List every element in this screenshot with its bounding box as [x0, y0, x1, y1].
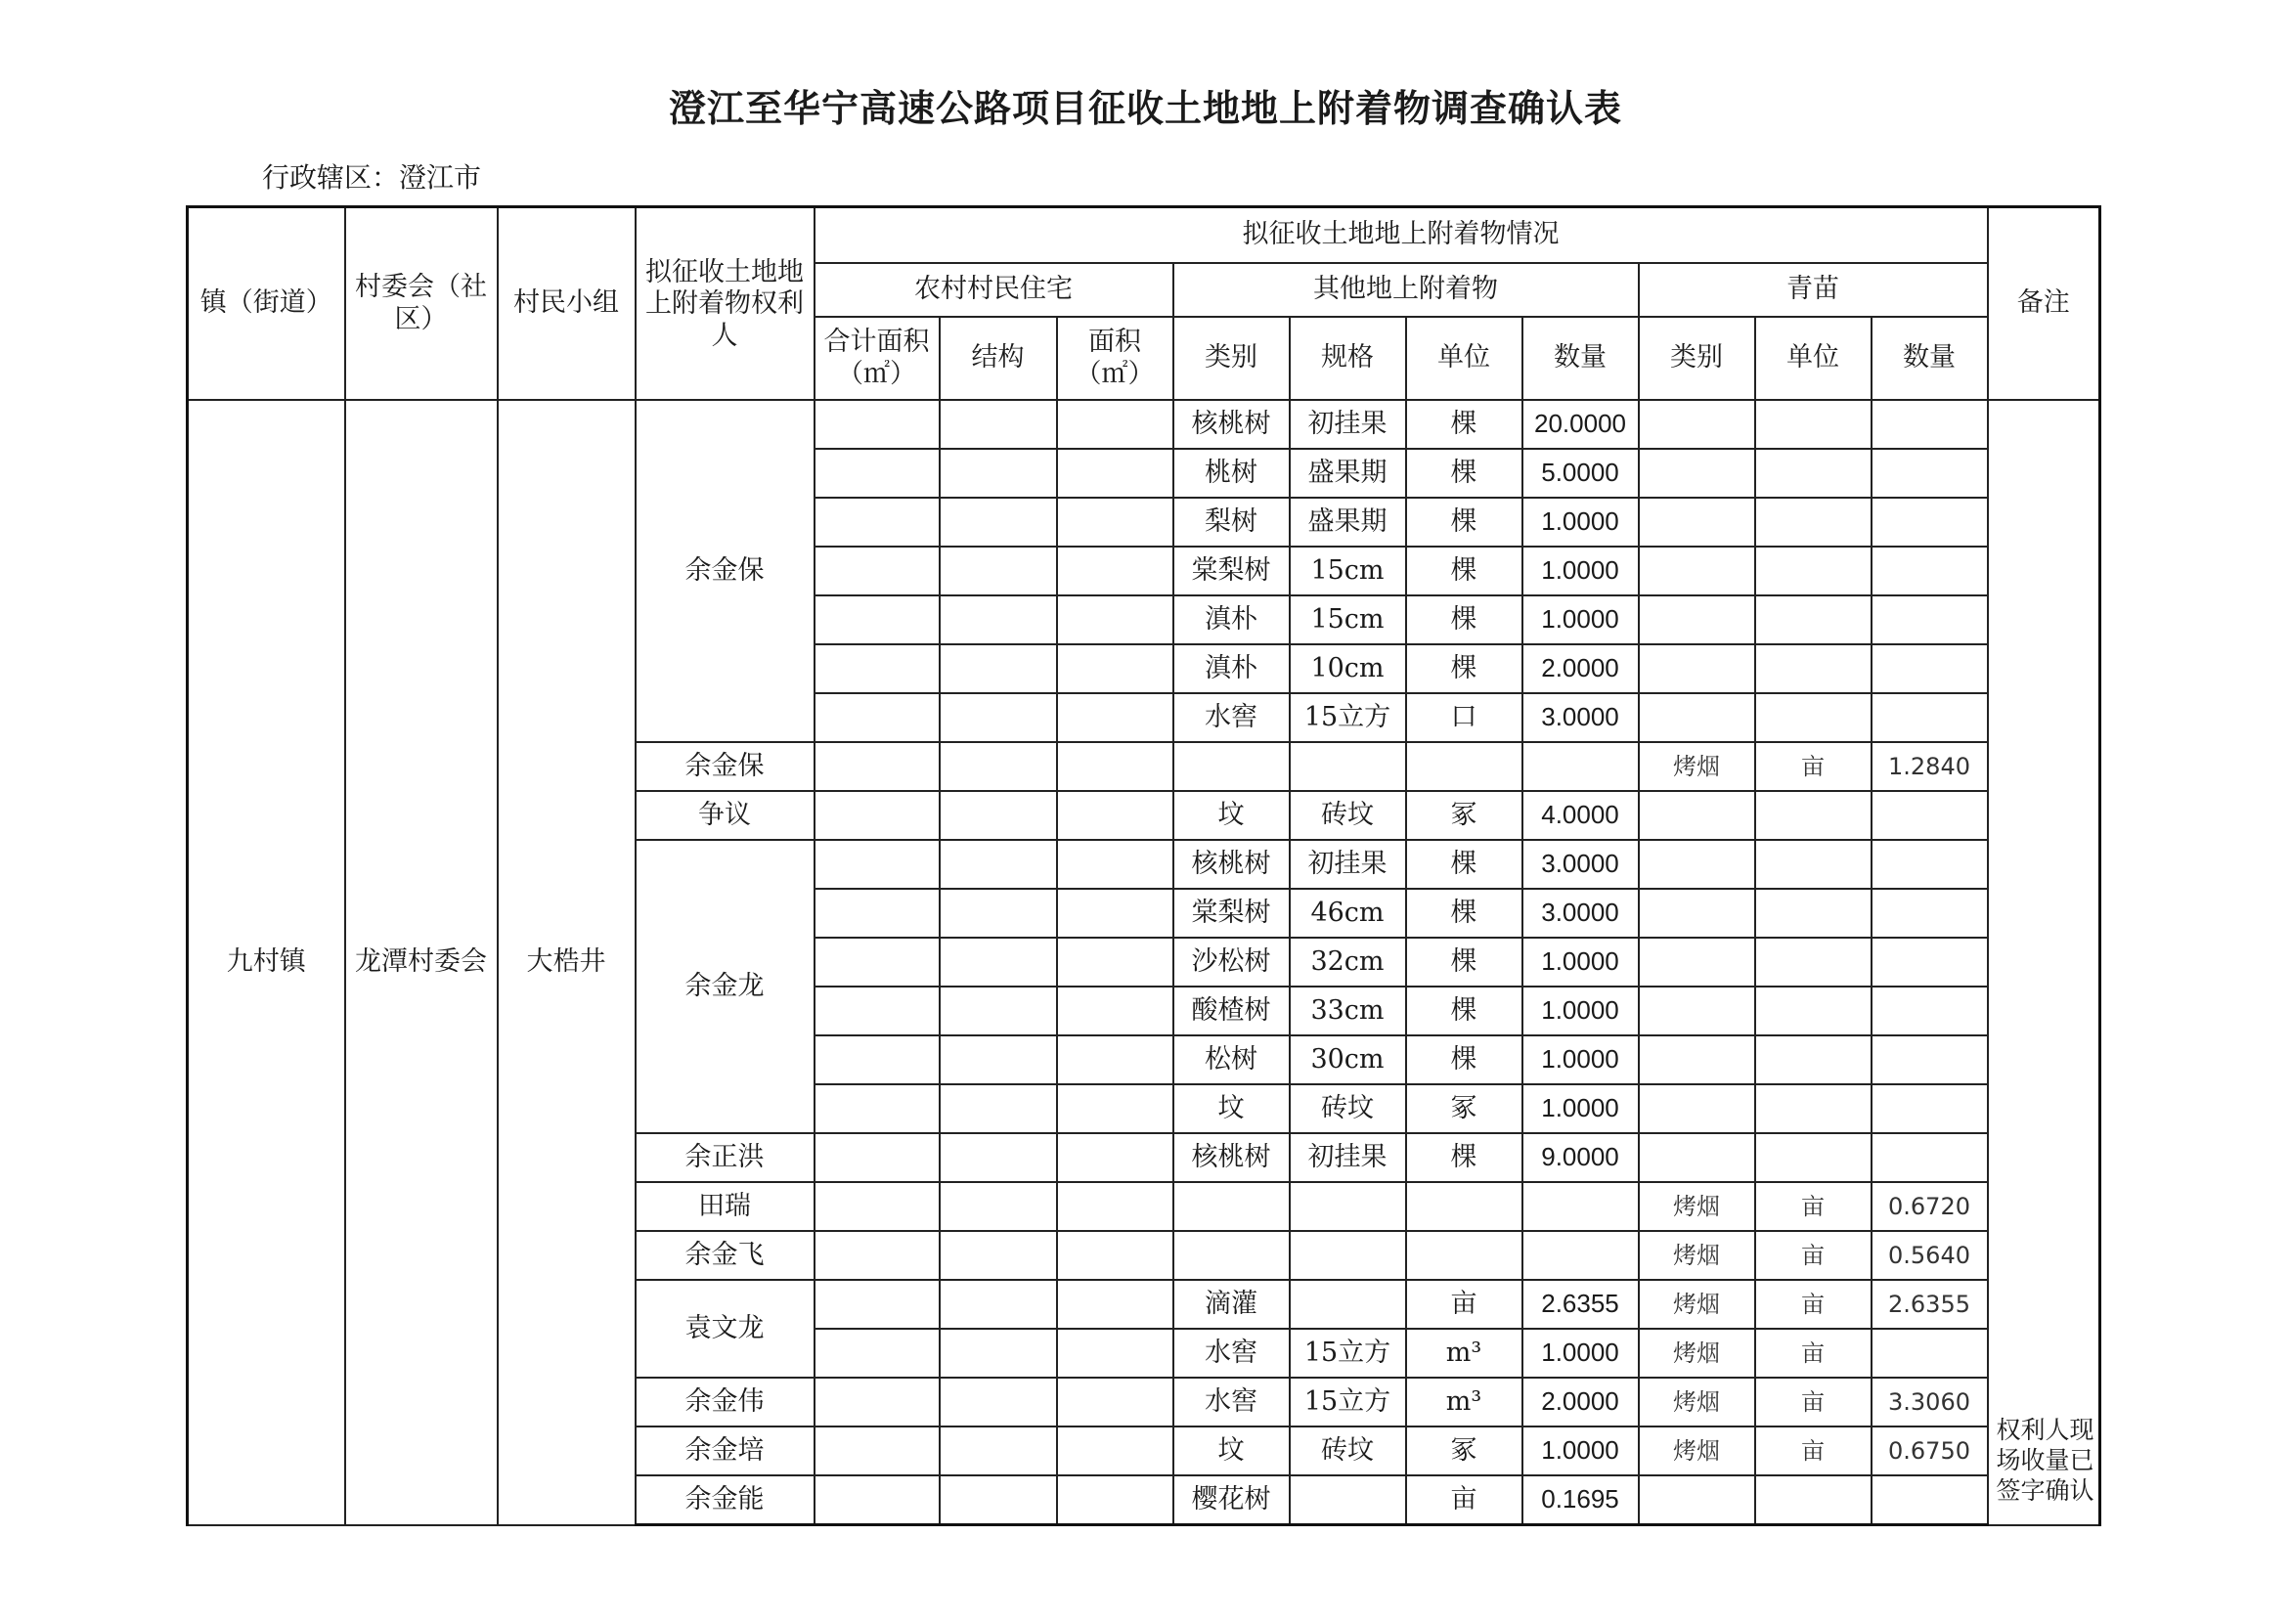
crop-category-cell — [1639, 1133, 1755, 1182]
other-unit-cell: 棵 — [1406, 547, 1522, 595]
other-unit-cell: 棵 — [1406, 840, 1522, 889]
other-qty-cell: 3.0000 — [1522, 889, 1639, 938]
crop-category-cell: 烤烟 — [1639, 1182, 1755, 1231]
other-qty-cell: 5.0000 — [1522, 449, 1639, 498]
crop-qty-cell — [1872, 498, 1988, 547]
other-category-cell: 樱花树 — [1173, 1475, 1290, 1525]
other-spec-cell: 46cm — [1290, 889, 1406, 938]
other-qty-cell — [1522, 742, 1639, 791]
other-qty-cell: 4.0000 — [1522, 791, 1639, 840]
other-unit-cell: 冢 — [1406, 1084, 1522, 1133]
residence-total-area-cell — [815, 498, 940, 547]
other-category-cell: 桃树 — [1173, 449, 1290, 498]
crop-qty-cell: 0.6720 — [1872, 1182, 1988, 1231]
other-qty-cell: 1.0000 — [1522, 1035, 1639, 1084]
other-unit-cell: 口 — [1406, 693, 1522, 742]
residence-area-cell — [1057, 889, 1173, 938]
crop-category-cell — [1639, 840, 1755, 889]
header-crop-category: 类别 — [1639, 317, 1755, 400]
crop-category-cell: 烤烟 — [1639, 1329, 1755, 1378]
header-other-unit: 单位 — [1406, 317, 1522, 400]
crop-qty-cell — [1872, 1133, 1988, 1182]
other-category-cell — [1173, 1231, 1290, 1280]
residence-structure-cell — [940, 547, 1057, 595]
other-category-cell: 坟 — [1173, 1084, 1290, 1133]
other-category-cell: 坟 — [1173, 791, 1290, 840]
other-spec-cell — [1290, 742, 1406, 791]
other-spec-cell: 砖坟 — [1290, 1084, 1406, 1133]
residence-structure-cell — [940, 889, 1057, 938]
crop-qty-cell — [1872, 1035, 1988, 1084]
other-qty-cell: 1.0000 — [1522, 938, 1639, 987]
residence-total-area-cell — [815, 987, 940, 1035]
residence-structure-cell — [940, 938, 1057, 987]
crop-category-cell — [1639, 449, 1755, 498]
header-other-attachments: 其他地上附着物 — [1173, 263, 1639, 317]
crop-qty-cell — [1872, 1475, 1988, 1525]
other-unit-cell: 棵 — [1406, 644, 1522, 693]
other-category-cell: 滇朴 — [1173, 595, 1290, 644]
residence-structure-cell — [940, 1475, 1057, 1525]
residence-total-area-cell — [815, 791, 940, 840]
other-unit-cell — [1406, 742, 1522, 791]
other-category-cell: 松树 — [1173, 1035, 1290, 1084]
residence-structure-cell — [940, 1231, 1057, 1280]
crop-unit-cell — [1755, 400, 1872, 449]
other-spec-cell: 15立方 — [1290, 1329, 1406, 1378]
other-category-cell: 沙松树 — [1173, 938, 1290, 987]
other-category-cell — [1173, 1182, 1290, 1231]
residence-structure-cell — [940, 693, 1057, 742]
residence-area-cell — [1057, 1378, 1173, 1426]
crop-category-cell — [1639, 1084, 1755, 1133]
residence-total-area-cell — [815, 1378, 940, 1426]
crop-qty-cell — [1872, 889, 1988, 938]
crop-category-cell: 烤烟 — [1639, 1231, 1755, 1280]
other-qty-cell: 20.0000 — [1522, 400, 1639, 449]
residence-structure-cell — [940, 840, 1057, 889]
other-unit-cell: 棵 — [1406, 449, 1522, 498]
crop-qty-cell — [1872, 1329, 1988, 1378]
crop-unit-cell — [1755, 693, 1872, 742]
crop-category-cell: 烤烟 — [1639, 1426, 1755, 1475]
owner-cell: 余金飞 — [636, 1231, 815, 1280]
crop-unit-cell — [1755, 889, 1872, 938]
residence-area-cell — [1057, 400, 1173, 449]
residence-area-cell — [1057, 1231, 1173, 1280]
crop-unit-cell — [1755, 449, 1872, 498]
crop-unit-cell — [1755, 547, 1872, 595]
residence-total-area-cell — [815, 693, 940, 742]
other-unit-cell: 亩 — [1406, 1475, 1522, 1525]
other-unit-cell: 冢 — [1406, 791, 1522, 840]
other-unit-cell: 棵 — [1406, 987, 1522, 1035]
residence-total-area-cell — [815, 1426, 940, 1475]
crop-category-cell — [1639, 1035, 1755, 1084]
crop-unit-cell — [1755, 498, 1872, 547]
other-spec-cell: 33cm — [1290, 987, 1406, 1035]
residence-area-cell — [1057, 644, 1173, 693]
other-unit-cell: 棵 — [1406, 938, 1522, 987]
header-total-area: 合计面积（㎡） — [815, 317, 940, 400]
residence-total-area-cell — [815, 644, 940, 693]
residence-total-area-cell — [815, 449, 940, 498]
owner-cell: 争议 — [636, 791, 815, 840]
other-category-cell: 水窖 — [1173, 693, 1290, 742]
crop-qty-cell — [1872, 693, 1988, 742]
other-unit-cell — [1406, 1231, 1522, 1280]
owner-cell: 田瑞 — [636, 1182, 815, 1231]
other-category-cell: 水窖 — [1173, 1378, 1290, 1426]
residence-structure-cell — [940, 791, 1057, 840]
residence-structure-cell — [940, 1426, 1057, 1475]
crop-qty-cell — [1872, 1084, 1988, 1133]
residence-area-cell — [1057, 987, 1173, 1035]
owner-cell: 袁文龙 — [636, 1280, 815, 1378]
residence-structure-cell — [940, 1280, 1057, 1329]
crop-unit-cell: 亩 — [1755, 1378, 1872, 1426]
crop-category-cell: 烤烟 — [1639, 1378, 1755, 1426]
other-category-cell — [1173, 742, 1290, 791]
crop-qty-cell — [1872, 547, 1988, 595]
other-qty-cell: 1.0000 — [1522, 498, 1639, 547]
other-spec-cell: 砖坟 — [1290, 1426, 1406, 1475]
residence-area-cell — [1057, 791, 1173, 840]
header-crops: 青苗 — [1639, 263, 1988, 317]
residence-total-area-cell — [815, 595, 940, 644]
crop-unit-cell — [1755, 987, 1872, 1035]
other-spec-cell — [1290, 1280, 1406, 1329]
residence-total-area-cell — [815, 938, 940, 987]
owner-cell: 余金保 — [636, 400, 815, 742]
crop-qty-cell: 3.3060 — [1872, 1378, 1988, 1426]
residence-structure-cell — [940, 1084, 1057, 1133]
crop-category-cell — [1639, 400, 1755, 449]
crop-qty-cell — [1872, 400, 1988, 449]
crop-category-cell — [1639, 547, 1755, 595]
residence-total-area-cell — [815, 840, 940, 889]
other-spec-cell: 32cm — [1290, 938, 1406, 987]
other-qty-cell: 2.0000 — [1522, 644, 1639, 693]
other-unit-cell: 棵 — [1406, 595, 1522, 644]
other-category-cell: 梨树 — [1173, 498, 1290, 547]
other-unit-cell: 棵 — [1406, 1133, 1522, 1182]
residence-structure-cell — [940, 1182, 1057, 1231]
table-row — [188, 400, 2100, 449]
header-area: 面积（㎡） — [1057, 317, 1173, 400]
other-spec-cell: 初挂果 — [1290, 400, 1406, 449]
residence-area-cell — [1057, 1280, 1173, 1329]
other-spec-cell: 10cm — [1290, 644, 1406, 693]
crop-unit-cell: 亩 — [1755, 1280, 1872, 1329]
header-crop-qty: 数量 — [1872, 317, 1988, 400]
residence-area-cell — [1057, 840, 1173, 889]
survey-table — [186, 205, 2101, 1526]
header-structure: 结构 — [940, 317, 1057, 400]
group-cell: 大梏井 — [498, 400, 636, 1525]
residence-area-cell — [1057, 1475, 1173, 1525]
other-qty-cell: 3.0000 — [1522, 693, 1639, 742]
residence-area-cell — [1057, 498, 1173, 547]
header-other-spec: 规格 — [1290, 317, 1406, 400]
crop-unit-cell — [1755, 938, 1872, 987]
crop-category-cell — [1639, 498, 1755, 547]
owner-cell: 余金能 — [636, 1475, 815, 1525]
crop-qty-cell — [1872, 840, 1988, 889]
other-category-cell: 核桃树 — [1173, 400, 1290, 449]
header-row-1 — [188, 207, 2100, 264]
header-residence: 农村村民住宅 — [815, 263, 1173, 317]
other-category-cell: 滇朴 — [1173, 644, 1290, 693]
residence-total-area-cell — [815, 400, 940, 449]
crop-unit-cell — [1755, 644, 1872, 693]
other-spec-cell: 砖坟 — [1290, 791, 1406, 840]
other-unit-cell: m³ — [1406, 1378, 1522, 1426]
residence-structure-cell — [940, 742, 1057, 791]
other-unit-cell: 棵 — [1406, 889, 1522, 938]
crop-qty-cell: 0.6750 — [1872, 1426, 1988, 1475]
residence-structure-cell — [940, 644, 1057, 693]
crop-unit-cell: 亩 — [1755, 1426, 1872, 1475]
residence-area-cell — [1057, 938, 1173, 987]
crop-category-cell — [1639, 938, 1755, 987]
other-category-cell: 滴灌 — [1173, 1280, 1290, 1329]
other-spec-cell: 15立方 — [1290, 1378, 1406, 1426]
crop-category-cell — [1639, 791, 1755, 840]
residence-total-area-cell — [815, 1329, 940, 1378]
other-qty-cell: 2.0000 — [1522, 1378, 1639, 1426]
residence-total-area-cell — [815, 1035, 940, 1084]
residence-area-cell — [1057, 742, 1173, 791]
crop-unit-cell — [1755, 1084, 1872, 1133]
crop-qty-cell: 2.6355 — [1872, 1280, 1988, 1329]
residence-structure-cell — [940, 1133, 1057, 1182]
header-other-category: 类别 — [1173, 317, 1290, 400]
residence-structure-cell — [940, 449, 1057, 498]
residence-total-area-cell — [815, 1475, 940, 1525]
other-spec-cell: 初挂果 — [1290, 1133, 1406, 1182]
crop-unit-cell: 亩 — [1755, 1182, 1872, 1231]
crop-qty-cell: 1.2840 — [1872, 742, 1988, 791]
residence-area-cell — [1057, 449, 1173, 498]
residence-structure-cell — [940, 1035, 1057, 1084]
crop-category-cell — [1639, 889, 1755, 938]
other-spec-cell: 15cm — [1290, 547, 1406, 595]
residence-structure-cell — [940, 987, 1057, 1035]
other-spec-cell — [1290, 1182, 1406, 1231]
residence-structure-cell — [940, 1329, 1057, 1378]
owner-cell: 余金伟 — [636, 1378, 815, 1426]
other-qty-cell: 1.0000 — [1522, 1084, 1639, 1133]
crop-category-cell — [1639, 987, 1755, 1035]
village-committee-cell: 龙潭村委会 — [345, 400, 498, 1525]
other-spec-cell — [1290, 1231, 1406, 1280]
owner-cell: 余正洪 — [636, 1133, 815, 1182]
other-category-cell: 核桃树 — [1173, 1133, 1290, 1182]
residence-area-cell — [1057, 547, 1173, 595]
other-spec-cell — [1290, 1475, 1406, 1525]
crop-unit-cell: 亩 — [1755, 742, 1872, 791]
other-qty-cell: 1.0000 — [1522, 987, 1639, 1035]
other-qty-cell: 1.0000 — [1522, 547, 1639, 595]
other-unit-cell: 棵 — [1406, 498, 1522, 547]
header-other-qty: 数量 — [1522, 317, 1639, 400]
residence-total-area-cell — [815, 547, 940, 595]
crop-qty-cell — [1872, 987, 1988, 1035]
other-unit-cell: 棵 — [1406, 400, 1522, 449]
other-spec-cell: 30cm — [1290, 1035, 1406, 1084]
other-unit-cell: m³ — [1406, 1329, 1522, 1378]
owner-cell: 余金龙 — [636, 840, 815, 1133]
crop-qty-cell — [1872, 644, 1988, 693]
remark-cell: 权利人现场收量已签字确认 — [1988, 400, 2100, 1525]
residence-area-cell — [1057, 1182, 1173, 1231]
other-category-cell: 坟 — [1173, 1426, 1290, 1475]
residence-area-cell — [1057, 1426, 1173, 1475]
other-spec-cell: 盛果期 — [1290, 449, 1406, 498]
header-village-committee: 村委会（社区） — [345, 207, 498, 401]
residence-total-area-cell — [815, 1231, 940, 1280]
residence-structure-cell — [940, 400, 1057, 449]
crop-category-cell — [1639, 1475, 1755, 1525]
crop-unit-cell — [1755, 1475, 1872, 1525]
residence-total-area-cell — [815, 889, 940, 938]
residence-total-area-cell — [815, 742, 940, 791]
crop-category-cell: 烤烟 — [1639, 1280, 1755, 1329]
region-label: 行政辖区：澄江市 — [262, 161, 482, 194]
residence-area-cell — [1057, 595, 1173, 644]
crop-category-cell — [1639, 693, 1755, 742]
residence-area-cell — [1057, 1329, 1173, 1378]
other-qty-cell: 0.1695 — [1522, 1475, 1639, 1525]
residence-total-area-cell — [815, 1280, 940, 1329]
other-unit-cell — [1406, 1182, 1522, 1231]
crop-unit-cell — [1755, 595, 1872, 644]
header-remark: 备注 — [1988, 207, 2100, 401]
other-category-cell: 棠梨树 — [1173, 889, 1290, 938]
other-category-cell: 棠梨树 — [1173, 547, 1290, 595]
header-group: 村民小组 — [498, 207, 636, 401]
crop-category-cell — [1639, 644, 1755, 693]
owner-cell: 余金培 — [636, 1426, 815, 1475]
other-spec-cell: 初挂果 — [1290, 840, 1406, 889]
owner-cell: 余金保 — [636, 742, 815, 791]
other-unit-cell: 冢 — [1406, 1426, 1522, 1475]
residence-structure-cell — [940, 595, 1057, 644]
crop-qty-cell — [1872, 449, 1988, 498]
other-unit-cell: 棵 — [1406, 1035, 1522, 1084]
document-title: 澄江至华宁高速公路项目征收土地地上附着物调查确认表 — [668, 86, 1622, 130]
crop-unit-cell — [1755, 840, 1872, 889]
header-attachment-situation: 拟征收土地地上附着物情况 — [815, 207, 1988, 264]
crop-unit-cell: 亩 — [1755, 1231, 1872, 1280]
other-category-cell: 水窖 — [1173, 1329, 1290, 1378]
other-qty-cell: 1.0000 — [1522, 1426, 1639, 1475]
residence-area-cell — [1057, 1084, 1173, 1133]
residence-structure-cell — [940, 498, 1057, 547]
residence-structure-cell — [940, 1378, 1057, 1426]
other-spec-cell: 15立方 — [1290, 693, 1406, 742]
other-qty-cell: 3.0000 — [1522, 840, 1639, 889]
crop-unit-cell: 亩 — [1755, 1329, 1872, 1378]
other-qty-cell — [1522, 1182, 1639, 1231]
header-crop-unit: 单位 — [1755, 317, 1872, 400]
crop-qty-cell — [1872, 595, 1988, 644]
other-qty-cell: 1.0000 — [1522, 1329, 1639, 1378]
residence-area-cell — [1057, 1035, 1173, 1084]
other-qty-cell: 9.0000 — [1522, 1133, 1639, 1182]
header-town: 镇（街道） — [188, 207, 345, 401]
crop-unit-cell — [1755, 791, 1872, 840]
header-owner: 拟征收土地地上附着物权利人 — [636, 207, 815, 401]
town-cell: 九村镇 — [188, 400, 345, 1525]
residence-total-area-cell — [815, 1084, 940, 1133]
crop-qty-cell — [1872, 938, 1988, 987]
crop-qty-cell: 0.5640 — [1872, 1231, 1988, 1280]
residence-total-area-cell — [815, 1133, 940, 1182]
other-spec-cell: 15cm — [1290, 595, 1406, 644]
other-qty-cell — [1522, 1231, 1639, 1280]
residence-area-cell — [1057, 1133, 1173, 1182]
other-unit-cell: 亩 — [1406, 1280, 1522, 1329]
other-category-cell: 核桃树 — [1173, 840, 1290, 889]
crop-category-cell: 烤烟 — [1639, 742, 1755, 791]
other-spec-cell: 盛果期 — [1290, 498, 1406, 547]
residence-area-cell — [1057, 693, 1173, 742]
crop-qty-cell — [1872, 791, 1988, 840]
crop-unit-cell — [1755, 1133, 1872, 1182]
residence-total-area-cell — [815, 1182, 940, 1231]
other-category-cell: 酸楂树 — [1173, 987, 1290, 1035]
other-qty-cell: 1.0000 — [1522, 595, 1639, 644]
crop-unit-cell — [1755, 1035, 1872, 1084]
other-qty-cell: 2.6355 — [1522, 1280, 1639, 1329]
crop-category-cell — [1639, 595, 1755, 644]
